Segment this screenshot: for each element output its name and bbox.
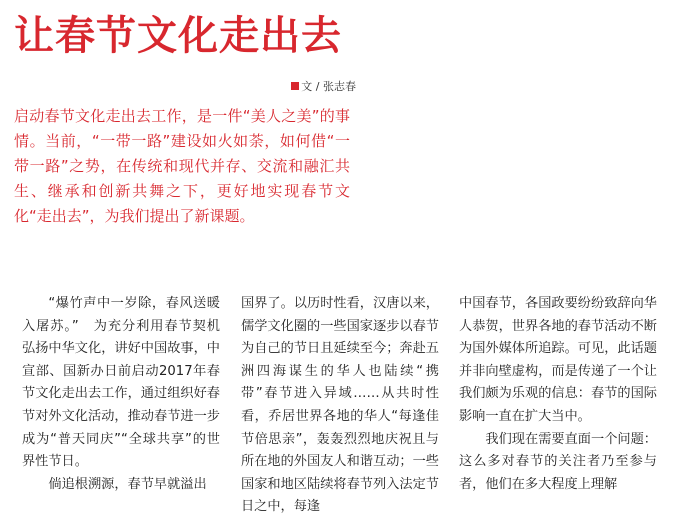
author-credit: 文 / 张志春 [301,80,356,93]
body-column-3 [459,293,657,496]
body-paragraph: 中国春节，各国政要纷纷致辞向华人恭贺，世界各地的春节活动不断为国外媒体所追踪。可见，此话题并非向壁虚构，而是传递了一个让我们颇为乐观的信息：春节的国际影响一直在扩大当中。 [459,296,657,424]
body-paragraph: 我们现在需要直面一个问题：这么多对春节的关注者乃至参与者，他们在多大程度上理解 [459,431,657,492]
body-column-1 [22,293,220,496]
article-title: 让春节文化走出去 [14,13,342,59]
byline-marker [291,82,299,90]
body-paragraph: 倘追根溯源，春节早就溢出 [48,476,207,492]
body-column-2 [241,293,439,519]
intro-lead: 启动春节文化走出去工作，是一件“美人之美”的事情。当前，“一带一路”建设如火如荼，如何借“一带一路”之势，在传统和现代并存、交流和融汇共生、继承和创新共舞之下，更好地实现春节文化“走出去”，为我们提出了新课题。 [14,107,350,225]
body-paragraph: 国界了。以历时性看，汉唐以来，儒学文化圈的一些国家逐步以春节为自己的节日且延续至今；奔赴五洲四海谋生的华人也陆续“携带”春节进入异域……从共时性看，乔居世界各地的华人“每逢佳节倍思亲”，轰轰烈烈地庆祝且与所在地的外国友人和谐互动；一些国家和地区陆续将春节列入法定节日之中，每逢 [241,296,439,515]
body-paragraph: “爆竹声中一岁除，春风送暖入屠苏。” 为充分利用春节契机弘扬中华文化，讲好中国故事，中宣部、国新办日前启动2017年春节文化走出去工作，通过组织好春节对外文化活动，推动春节进一步成为“普天同庆”“全球共享”的世界性节日。 [22,296,220,470]
byline [291,80,356,94]
